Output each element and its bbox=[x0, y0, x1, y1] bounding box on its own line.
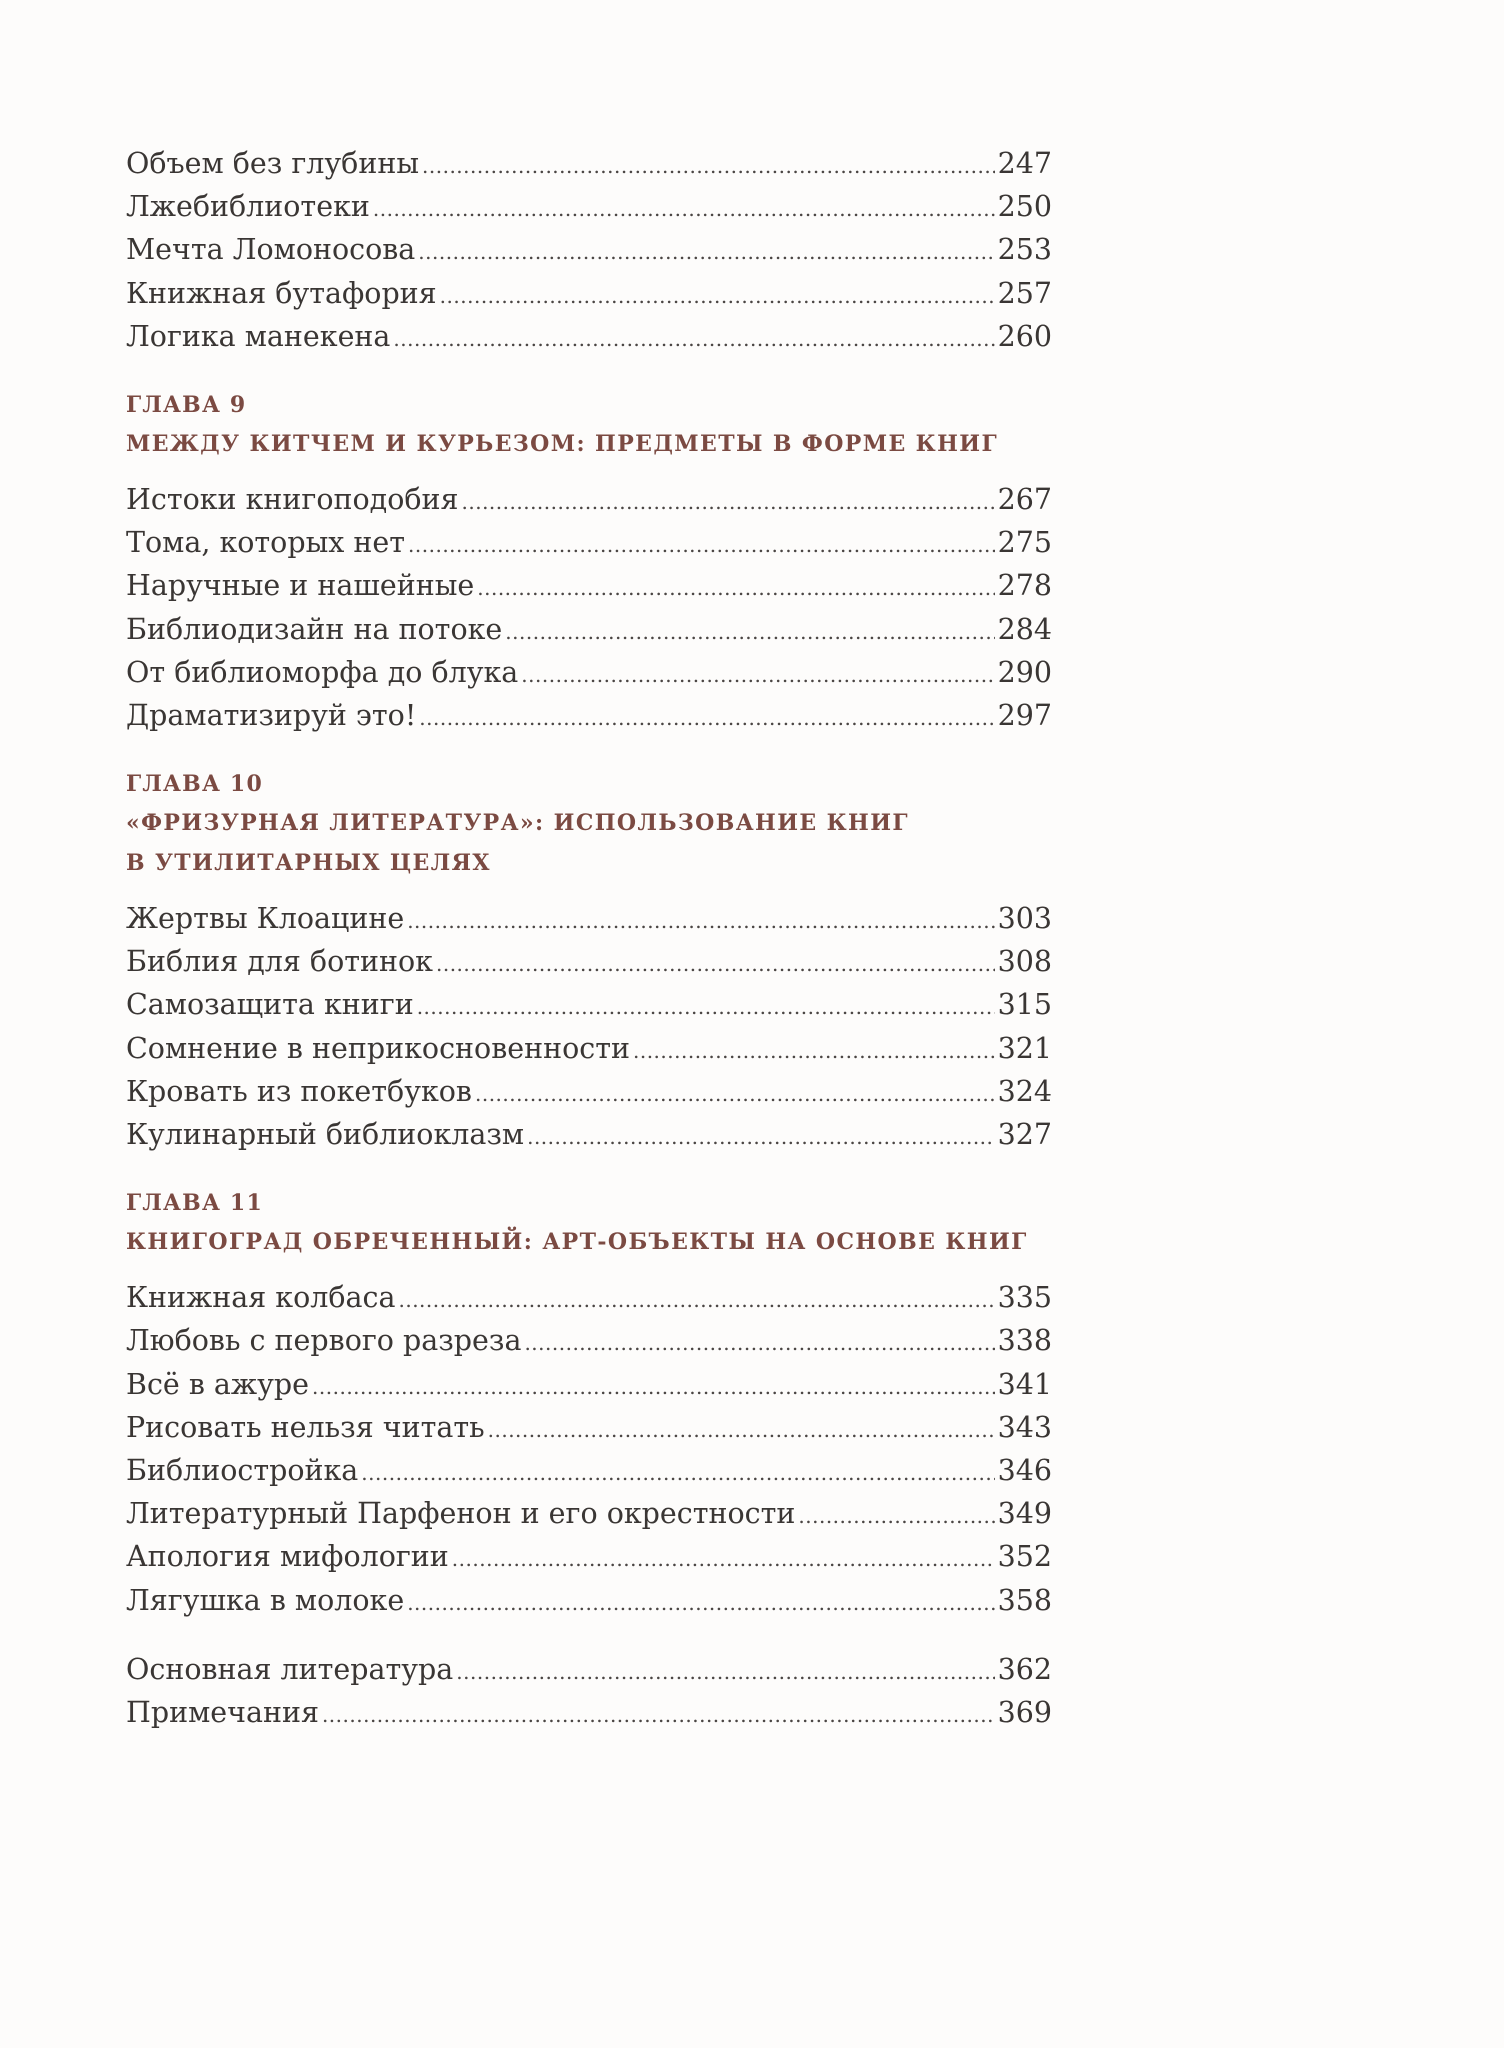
toc-entry bbox=[126, 940, 1052, 983]
dot-leader bbox=[456, 1662, 994, 1682]
toc-entry-title: Самозащита книги bbox=[126, 988, 414, 1022]
dot-leader bbox=[488, 1420, 995, 1440]
dot-leader bbox=[361, 1463, 994, 1483]
dot-leader bbox=[524, 1333, 994, 1353]
dot-leader bbox=[398, 1290, 994, 1310]
toc-entry-title: Примечания bbox=[126, 1695, 319, 1729]
toc-entry-page: 327 bbox=[997, 1118, 1052, 1151]
dot-leader bbox=[505, 622, 994, 642]
dot-leader bbox=[422, 156, 995, 176]
toc-entry bbox=[126, 1406, 1052, 1449]
toc-entry bbox=[126, 1276, 1052, 1319]
chapter-title-continued: В УТИЛИТАРНЫХ ЦЕЛЯХ bbox=[126, 850, 491, 877]
toc-entry bbox=[126, 315, 1052, 358]
toc-entry-title: Рисовать нельзя читать bbox=[126, 1410, 485, 1444]
toc-entry-page: 369 bbox=[997, 1695, 1052, 1729]
toc-entry bbox=[126, 142, 1052, 185]
toc-entry-title: Библиодизайн на потоке bbox=[126, 612, 503, 646]
chapter-title: МЕЖДУ КИТЧЕМ И КУРЬЕЗОМ: ПРЕДМЕТЫ В ФОРМЕ КНИГ bbox=[126, 430, 999, 457]
toc-entry-title: Библиостройка bbox=[126, 1453, 359, 1487]
table-of-contents bbox=[126, 142, 1052, 1734]
toc-entry-page: 308 bbox=[997, 945, 1052, 979]
toc-entry-title: Драматизируй это! bbox=[126, 698, 417, 732]
chapter-11 bbox=[126, 1182, 1052, 1262]
dot-leader bbox=[477, 578, 994, 598]
toc-entry-page: 362 bbox=[997, 1652, 1052, 1686]
toc-entry-title: Наручные и нашейные bbox=[126, 569, 475, 603]
toc-entry-page: 267 bbox=[997, 482, 1052, 516]
toc-entry-page: 275 bbox=[997, 526, 1052, 560]
dot-leader bbox=[417, 997, 995, 1017]
toc-entry-title: Книжная колбаса bbox=[126, 1281, 396, 1315]
toc-entry bbox=[126, 1113, 1052, 1156]
toc-entry-title: Основная литература bbox=[126, 1652, 454, 1686]
dot-leader bbox=[418, 242, 994, 262]
dot-leader bbox=[475, 1084, 995, 1104]
toc-entry-title: От библиоморфа до блука bbox=[126, 655, 519, 689]
toc-entry bbox=[126, 1027, 1052, 1070]
toc-entry-title: Жертвы Клоацине bbox=[126, 902, 405, 936]
toc-entry-page: 352 bbox=[997, 1540, 1052, 1574]
chapter-label-text: ГЛАВА 9 bbox=[126, 391, 247, 418]
chapter-label bbox=[126, 763, 1052, 803]
toc-entry-page: 324 bbox=[997, 1074, 1052, 1108]
chapter-10-entries bbox=[126, 897, 1052, 1156]
toc-entry bbox=[126, 1691, 1052, 1734]
toc-entry bbox=[126, 1579, 1052, 1622]
toc-entry-title: Любовь с первого разреза bbox=[126, 1324, 522, 1358]
chapter-title: «ФРИЗУРНАЯ ЛИТЕРАТУРА»: ИСПОЛЬЗОВАНИЕ КНИГ bbox=[126, 810, 909, 837]
toc-entry-title: Апология мифологии bbox=[126, 1540, 449, 1574]
toc-entry-title: Сомнение в неприкосновенности bbox=[126, 1031, 630, 1065]
chapter-10 bbox=[126, 763, 1052, 883]
chapter-label bbox=[126, 384, 1052, 424]
dot-leader bbox=[408, 535, 995, 555]
dot-leader bbox=[393, 329, 994, 349]
dot-leader bbox=[419, 708, 994, 728]
toc-entry-page: 343 bbox=[997, 1410, 1052, 1444]
toc-entry-title: Истоки книгоподобия bbox=[126, 482, 459, 516]
toc-entry bbox=[126, 478, 1052, 521]
dot-leader bbox=[798, 1506, 994, 1526]
toc-entry bbox=[126, 564, 1052, 607]
toc-entry-title: Лжебиблиотеки bbox=[126, 190, 370, 224]
dot-leader bbox=[452, 1549, 995, 1569]
dot-leader bbox=[407, 1593, 994, 1613]
chapter-9-entries bbox=[126, 478, 1052, 737]
toc-entry bbox=[126, 1319, 1052, 1362]
toc-entry-page: 349 bbox=[997, 1497, 1052, 1531]
toc-entry-page: 346 bbox=[997, 1453, 1052, 1487]
toc-entry-title: Мечта Ломоносова bbox=[126, 233, 416, 267]
dot-leader bbox=[322, 1705, 995, 1725]
toc-entry-title: Литературный Парфенон и его окрестности bbox=[126, 1497, 796, 1531]
toc-entry-page: 284 bbox=[997, 612, 1052, 646]
toc-entry bbox=[126, 521, 1052, 564]
chapter-title: КНИГОГРАД ОБРЕЧЕННЫЙ: АРТ-ОБЪЕКТЫ НА ОСНОВЕ КНИГ bbox=[126, 1229, 1028, 1256]
dot-leader bbox=[312, 1377, 995, 1397]
toc-entry bbox=[126, 1449, 1052, 1492]
toc-entry-title: Всё в ажуре bbox=[126, 1367, 310, 1401]
toc-entry-page: 253 bbox=[997, 233, 1052, 267]
toc-entry bbox=[126, 651, 1052, 694]
toc-entry-title: Логика манекена bbox=[126, 319, 391, 353]
toc-entry-title: Книжная бутафория bbox=[126, 276, 437, 310]
toc-entry-page: 335 bbox=[997, 1281, 1052, 1315]
toc-entry bbox=[126, 983, 1052, 1026]
toc-entry-title: Кулинарный библиоклазм bbox=[126, 1118, 525, 1151]
toc-entry-page: 260 bbox=[997, 319, 1052, 353]
toc-entry-page: 315 bbox=[997, 988, 1052, 1022]
dot-leader bbox=[407, 911, 994, 931]
toc-entry-page: 278 bbox=[997, 569, 1052, 603]
back-matter-entries bbox=[126, 1648, 1052, 1734]
toc-entry-page: 321 bbox=[997, 1031, 1052, 1065]
toc-entry-page: 250 bbox=[997, 190, 1052, 224]
toc-entry bbox=[126, 608, 1052, 651]
dot-leader bbox=[440, 286, 995, 306]
toc-entry-page: 341 bbox=[997, 1367, 1052, 1401]
toc-entry bbox=[126, 1070, 1052, 1113]
spacer bbox=[126, 1622, 1052, 1648]
toc-entry-page: 290 bbox=[997, 655, 1052, 689]
toc-entry-title: Объем без глубины bbox=[126, 147, 420, 180]
toc-entry-title: Лягушка в молоке bbox=[126, 1583, 405, 1617]
toc-entry-title: Тома, которых нет bbox=[126, 526, 406, 560]
dot-leader bbox=[633, 1041, 995, 1061]
dot-leader bbox=[527, 1127, 995, 1147]
toc-entry bbox=[126, 694, 1052, 737]
toc-entry bbox=[126, 1492, 1052, 1535]
toc-entry bbox=[126, 1535, 1052, 1578]
toc-entry bbox=[126, 1648, 1052, 1691]
toc-entry-page: 338 bbox=[997, 1324, 1052, 1358]
chapter-11-entries bbox=[126, 1276, 1052, 1622]
toc-entry bbox=[126, 228, 1052, 271]
toc-entry bbox=[126, 897, 1052, 940]
dot-leader bbox=[521, 665, 994, 685]
toc-entry-title: Кровать из покетбуков bbox=[126, 1074, 472, 1108]
dot-leader bbox=[436, 954, 995, 974]
chapter-9 bbox=[126, 384, 1052, 464]
toc-entry bbox=[126, 185, 1052, 228]
toc-entry-page: 303 bbox=[997, 902, 1052, 936]
toc-entry bbox=[126, 1363, 1052, 1406]
toc-entry-title: Библия для ботинок bbox=[126, 945, 433, 979]
chapter-label-text: ГЛАВА 10 bbox=[126, 771, 263, 798]
dot-leader bbox=[462, 492, 995, 512]
intro-entries bbox=[126, 142, 1052, 358]
chapter-label bbox=[126, 1182, 1052, 1222]
toc-entry bbox=[126, 272, 1052, 315]
dot-leader bbox=[373, 199, 995, 219]
toc-entry-page: 247 bbox=[997, 147, 1052, 180]
toc-entry-page: 297 bbox=[997, 698, 1052, 732]
chapter-label-text: ГЛАВА 11 bbox=[126, 1190, 263, 1217]
toc-entry-page: 257 bbox=[997, 276, 1052, 310]
toc-entry-page: 358 bbox=[997, 1583, 1052, 1617]
